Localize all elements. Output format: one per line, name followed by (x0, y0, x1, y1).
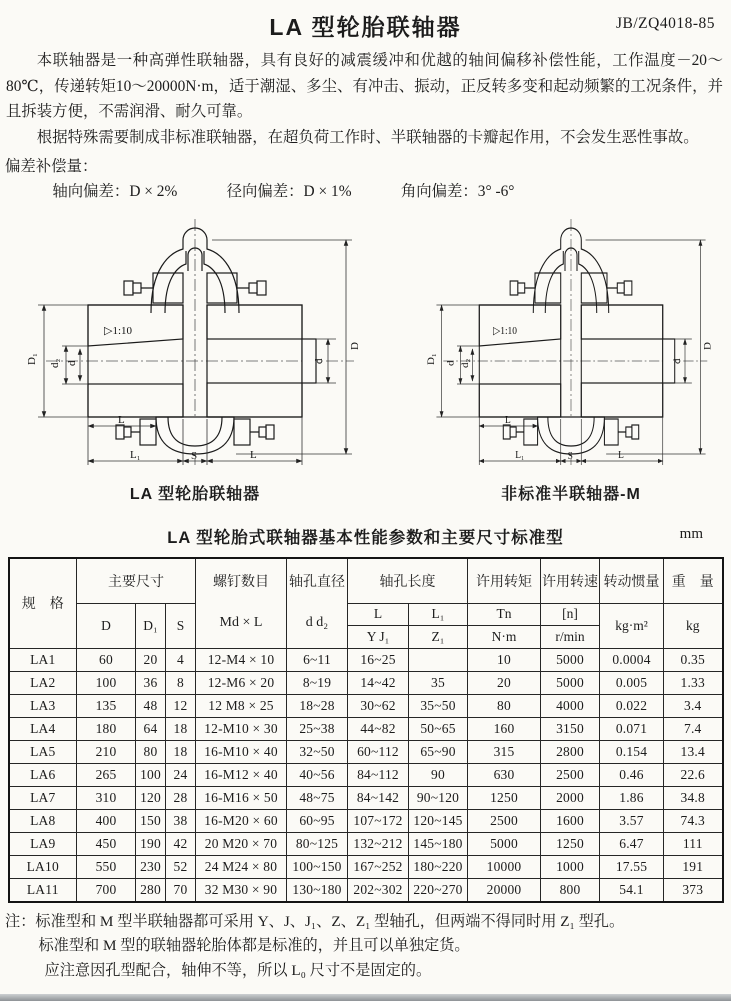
dim-label-d: d (446, 360, 457, 366)
table-cell: 44~82 (348, 717, 409, 740)
table-cell: 12 M8 × 25 (196, 694, 287, 717)
table-cell: 3.4 (664, 694, 723, 717)
table-cell: 1250 (541, 832, 600, 855)
table-cell: 160 (468, 717, 541, 740)
col-header-D: D (77, 603, 136, 648)
table-cell: LA10 (9, 855, 77, 878)
table-cell: 13.4 (664, 740, 723, 763)
table-cell (409, 648, 468, 671)
col-header-weight: 重 量 (664, 558, 723, 604)
col-header-L1: L₁ (409, 603, 468, 625)
table-cell: 48~75 (287, 786, 348, 809)
table-cell: 7.4 (664, 717, 723, 740)
table-cell: 6.47 (600, 832, 664, 855)
dim-label-L-bot: L (618, 449, 624, 462)
table-cell: 202~302 (348, 878, 409, 902)
table-cell: LA5 (9, 740, 77, 763)
table-cell: LA4 (9, 717, 77, 740)
col-header-spec: 规 格 (9, 558, 77, 649)
coupling-drawing-la (20, 213, 370, 471)
table-cell: 2500 (468, 809, 541, 832)
table-cell: 18 (166, 740, 196, 763)
table-cell: 0.0004 (600, 648, 664, 671)
table-cell: 74.3 (664, 809, 723, 832)
table-row (9, 740, 723, 763)
intro-paragraph-1: 本联轴器是一种高弹性联轴器，具有良好的减震缓冲和优越的轴间偏移补偿性能，工作温度－20～80℃，传递转矩10～20000N·m，适于潮湿、多尘、有冲击、振动，正反转多变和起动频繁的工况条件，并且拆装方便，不需润滑、耐久可靠。 (6, 52, 723, 121)
taper-label: ▷1:10 (104, 324, 133, 337)
table-cell: 54.1 (600, 878, 664, 902)
table-cell: 65~90 (409, 740, 468, 763)
table-cell: 48 (136, 694, 166, 717)
table-cell: 167~252 (348, 855, 409, 878)
table-cell: 120 (136, 786, 166, 809)
table-cell: 190 (136, 832, 166, 855)
table-cell: 12-M4 × 10 (196, 648, 287, 671)
intro-paragraph-2: 根据特殊需要制成非标准联轴器，在超负荷工作时、半联轴器的卡瓣起作用，不会发生恶性事故。 (36, 129, 699, 147)
table-cell: 20 (468, 671, 541, 694)
dim-label-S: S (567, 450, 573, 463)
table-cell: 3150 (541, 717, 600, 740)
col-header-S: S (166, 603, 196, 648)
bore-dia-sub: d d₂ (305, 615, 329, 631)
table-cell: 265 (77, 763, 136, 786)
dim-label-d2: d₂ (460, 358, 471, 368)
figure-m-coupling (421, 213, 721, 504)
figure-caption-m: 非标准半联轴器-M (501, 485, 641, 503)
table-cell: 24 M24 × 80 (196, 855, 287, 878)
table-cell: 280 (136, 878, 166, 902)
table-cell: LA1 (9, 648, 77, 671)
table-cell: 700 (77, 878, 136, 902)
table-title: LA 型轮胎式联轴器基本性能参数和主要尺寸标准型 (167, 528, 564, 547)
table-cell: LA6 (9, 763, 77, 786)
table-cell: 90~120 (409, 786, 468, 809)
dim-label-d-right: d (672, 358, 683, 364)
table-cell: 135 (77, 694, 136, 717)
table-cell: 0.46 (600, 763, 664, 786)
table-cell: 38 (166, 809, 196, 832)
table-row (9, 786, 723, 809)
col-header-Z1: Z₁ (409, 625, 468, 648)
note-line-1 (5, 910, 725, 934)
figures-row (0, 201, 731, 504)
table-cell: 24 (166, 763, 196, 786)
title-bar (0, 0, 731, 43)
table-cell: 32 M30 × 90 (196, 878, 287, 902)
col-header-D1: D₁ (136, 603, 166, 648)
col-header-bore-dia (287, 558, 348, 649)
table-cell: 12 (166, 694, 196, 717)
table-cell: 80~125 (287, 832, 348, 855)
table-cell: 18 (166, 717, 196, 740)
table-cell: 32~50 (287, 740, 348, 763)
screws-title: 螺钉数目 (213, 575, 269, 591)
table-cell: 18~28 (287, 694, 348, 717)
col-header-main-dims: 主要尺寸 (77, 558, 196, 604)
table-cell: 230 (136, 855, 166, 878)
table-cell: 107~172 (348, 809, 409, 832)
intro-text (6, 48, 723, 151)
table-cell: 132~212 (348, 832, 409, 855)
table-cell: 800 (541, 878, 600, 902)
table-cell: 16-M10 × 40 (196, 740, 287, 763)
table-cell: 180~220 (409, 855, 468, 878)
dim-label-S: S (191, 449, 198, 462)
table-cell: 34.8 (664, 786, 723, 809)
table-cell: LA3 (9, 694, 77, 717)
col-header-Tn: Tn (468, 603, 541, 625)
table-cell: 0.022 (600, 694, 664, 717)
table-cell: 2000 (541, 786, 600, 809)
table-cell: 84~142 (348, 786, 409, 809)
table-row (9, 855, 723, 878)
col-header-rpm: r/min (541, 625, 600, 648)
figure-caption-la: LA 型轮胎联轴器 (129, 485, 261, 503)
col-header-YJ1: Y J₁ (348, 625, 409, 648)
screws-sub: Md × L (219, 615, 263, 631)
col-header-speed: 许用转速 (541, 558, 600, 604)
deviation-angular: 角向偏差：3° -6° (400, 182, 515, 200)
table-cell: 120~145 (409, 809, 468, 832)
table-cell: 450 (77, 832, 136, 855)
table-cell: 60 (77, 648, 136, 671)
table-title-row (0, 524, 731, 548)
dim-label-d-right: d (313, 358, 325, 364)
table-unit: mm (679, 525, 703, 542)
table-cell: 25~38 (287, 717, 348, 740)
table-cell: 30~62 (348, 694, 409, 717)
note-prefix: 注： (5, 912, 36, 930)
deviation-radial: 径向偏差：D × 1% (226, 182, 352, 200)
dim-label-L1: L₁ (515, 449, 525, 462)
table-cell: 20000 (468, 878, 541, 902)
table-cell: 20 M20 × 70 (196, 832, 287, 855)
dim-label-L1: L₁ (130, 448, 141, 461)
deviation-heading: 偏差补偿量： (5, 157, 98, 175)
table-cell: 64 (136, 717, 166, 740)
table-cell: 16~25 (348, 648, 409, 671)
taper-label: ▷1:10 (493, 325, 518, 338)
table-cell: 80 (468, 694, 541, 717)
dim-label-D1: D₁ (426, 353, 437, 365)
table-cell: 36 (136, 671, 166, 694)
col-header-inertia: 转动惯量 (600, 558, 664, 604)
table-cell: 16-M16 × 50 (196, 786, 287, 809)
table-cell: LA8 (9, 809, 77, 832)
table-body (9, 648, 723, 902)
coupling-drawing-m (421, 213, 721, 471)
spec-table (8, 557, 724, 903)
table-row (9, 648, 723, 671)
table-cell: 5000 (541, 648, 600, 671)
table-cell: 100 (136, 763, 166, 786)
table-cell: 84~112 (348, 763, 409, 786)
table-cell: 10000 (468, 855, 541, 878)
table-cell: 20 (136, 648, 166, 671)
dim-label-L-bot: L (250, 448, 257, 461)
table-cell: LA11 (9, 878, 77, 902)
table-cell: 2800 (541, 740, 600, 763)
table-cell: 60~112 (348, 740, 409, 763)
table-cell: 400 (77, 809, 136, 832)
table-cell: 220~270 (409, 878, 468, 902)
table-cell: 1.86 (600, 786, 664, 809)
table-cell: 12-M10 × 30 (196, 717, 287, 740)
note-line-3: 应注意因孔型配合，轴伸不等，所以 L₀ 尺寸不是固定的。 (44, 961, 432, 979)
table-cell: 90 (409, 763, 468, 786)
bore-dia-title: 轴孔直径 (289, 575, 345, 591)
col-header-screws (196, 558, 287, 649)
table-cell: 5000 (541, 671, 600, 694)
table-cell: 22.6 (664, 763, 723, 786)
col-header-bore-len: 轴孔长度 (348, 558, 468, 604)
col-header-n: [n] (541, 603, 600, 625)
table-cell: 12-M6 × 20 (196, 671, 287, 694)
table-cell: 0.154 (600, 740, 664, 763)
dim-label-d-left: d (66, 360, 78, 366)
table-cell: 4000 (541, 694, 600, 717)
table-cell: 310 (77, 786, 136, 809)
table-cell: 8~19 (287, 671, 348, 694)
table-row (9, 878, 723, 902)
standard-code: JB/ZQ4018-85 (616, 15, 715, 32)
table-cell: 145~180 (409, 832, 468, 855)
table-cell: 315 (468, 740, 541, 763)
table-cell: 111 (664, 832, 723, 855)
table-cell: 373 (664, 878, 723, 902)
table-cell: 3.57 (600, 809, 664, 832)
note-line-2: 标准型和 M 型的联轴器轮胎体都是标准的，并且可以单独定货。 (38, 937, 470, 955)
col-header-L: L (348, 603, 409, 625)
dim-label-L-top: L (118, 413, 125, 426)
table-cell: 130~180 (287, 878, 348, 902)
table-cell: 35 (409, 671, 468, 694)
table-cell: 6~11 (287, 648, 348, 671)
scan-edge (0, 994, 731, 1001)
table-cell: 0.071 (600, 717, 664, 740)
table-cell: 52 (166, 855, 196, 878)
table-cell: LA2 (9, 671, 77, 694)
table-row (9, 694, 723, 717)
deviation-axial: 轴向偏差：D × 2% (52, 182, 178, 200)
table-row (9, 809, 723, 832)
table-cell: 550 (77, 855, 136, 878)
table-cell: 1250 (468, 786, 541, 809)
table-cell: 28 (166, 786, 196, 809)
table-row (9, 671, 723, 694)
page-title: LA 型轮胎联轴器 (269, 14, 462, 40)
notes (5, 910, 725, 983)
table-cell: 40~56 (287, 763, 348, 786)
table-cell: 100~150 (287, 855, 348, 878)
table-cell: 16-M12 × 40 (196, 763, 287, 786)
table-row (9, 717, 723, 740)
col-header-kgm2: kg·m² (600, 603, 664, 648)
table-cell: 35~50 (409, 694, 468, 717)
deviation-items (0, 179, 731, 201)
table-cell: 1.33 (664, 671, 723, 694)
table-cell: 630 (468, 763, 541, 786)
dim-label-D: D (703, 341, 714, 350)
table-cell: 8 (166, 671, 196, 694)
table-row (9, 832, 723, 855)
note-text-1: 标准型和 M 型半联轴器都可采用 Y、J、J₁、Z、Z₁ 型轴孔，但两端不得同时用 Z₁ 型孔。 (35, 912, 625, 930)
table-cell: 191 (664, 855, 723, 878)
col-header-Nm: N·m (468, 625, 541, 648)
table-cell: 50~65 (409, 717, 468, 740)
col-header-torque: 许用转矩 (468, 558, 541, 604)
table-cell: 0.005 (600, 671, 664, 694)
dim-label-L-top: L (505, 414, 511, 427)
table-cell: 80 (136, 740, 166, 763)
table-cell: 4 (166, 648, 196, 671)
table-cell: 2500 (541, 763, 600, 786)
figure-la-coupling (20, 213, 370, 504)
dim-label-D: D (349, 341, 361, 350)
table-cell: 150 (136, 809, 166, 832)
table-cell: 10 (468, 648, 541, 671)
table-row (9, 763, 723, 786)
table-cell: 60~95 (287, 809, 348, 832)
table-cell: LA7 (9, 786, 77, 809)
table-cell: 42 (166, 832, 196, 855)
table-cell: 16-M20 × 60 (196, 809, 287, 832)
table-cell: 5000 (468, 832, 541, 855)
col-header-kg: kg (664, 603, 723, 648)
dim-label-d2: d₂ (49, 358, 61, 368)
table-cell: 14~42 (348, 671, 409, 694)
table-cell: 100 (77, 671, 136, 694)
table-cell: 180 (77, 717, 136, 740)
table-cell: 1000 (541, 855, 600, 878)
table-cell: 70 (166, 878, 196, 902)
table-cell: 1600 (541, 809, 600, 832)
dim-label-D1: D₁ (26, 353, 38, 365)
table-cell: 210 (77, 740, 136, 763)
table-cell: 0.35 (664, 648, 723, 671)
table-cell: LA9 (9, 832, 77, 855)
table-cell: 17.55 (600, 855, 664, 878)
